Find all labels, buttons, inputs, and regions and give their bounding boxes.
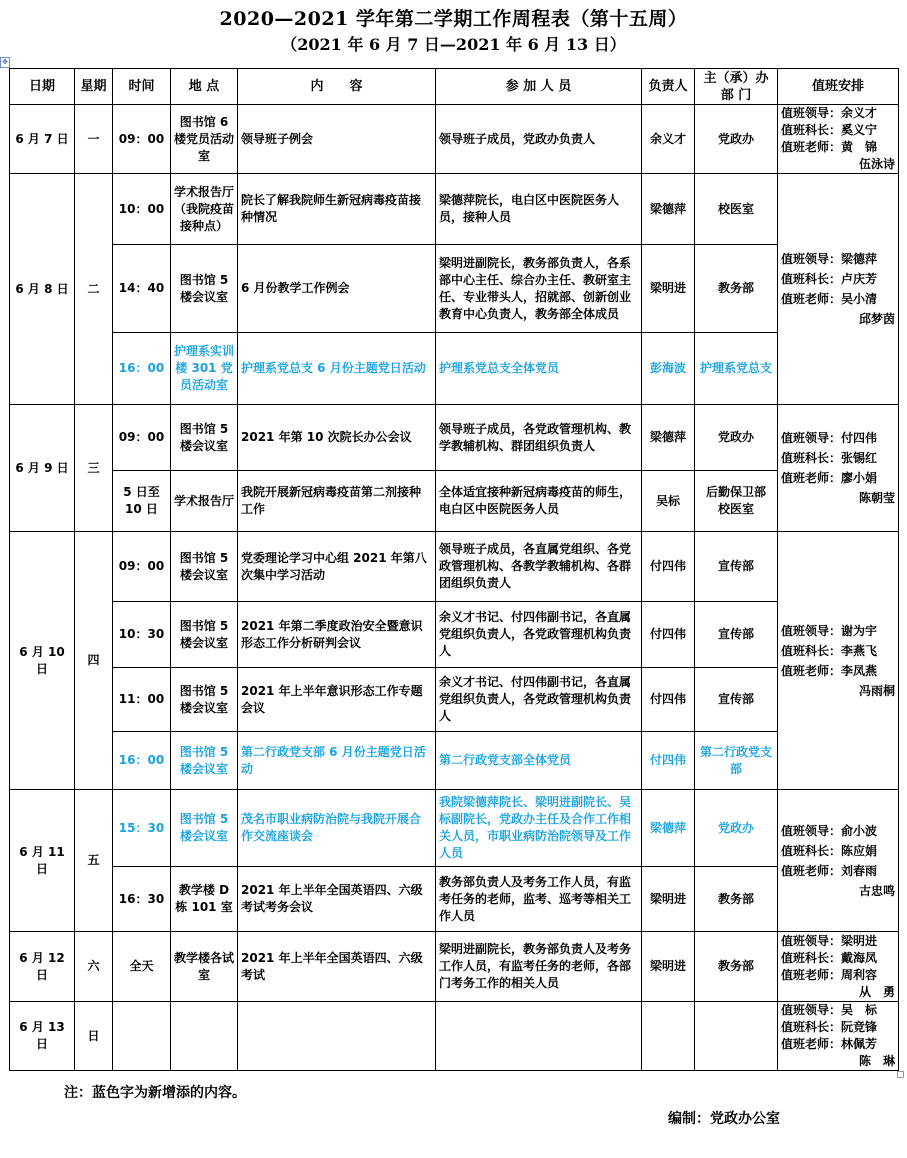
table-row-new <box>10 333 899 405</box>
content-cell <box>238 1002 436 1071</box>
time-cell: 14：40 <box>113 245 171 333</box>
time-cell: 10：30 <box>113 602 171 668</box>
place-cell: 图书馆 5 楼会议室 <box>171 732 238 790</box>
content-cell: 2021 年上半年全国英语四、六级考试考务会议 <box>238 867 436 932</box>
weekday-cell: 三 <box>75 405 113 532</box>
place-cell: 图书馆 5 楼会议室 <box>171 668 238 732</box>
table-row <box>10 532 899 602</box>
col-header-participants: 参 加 人 员 <box>436 69 642 105</box>
place-cell: 图书馆 6 楼党员活动室 <box>171 105 238 174</box>
duty-cell <box>778 174 899 405</box>
paragraph-end-mark-icon <box>897 1071 904 1078</box>
table-row <box>10 867 899 932</box>
dept-cell: 党政办 <box>695 105 778 174</box>
owner-cell: 余义才 <box>642 105 695 174</box>
duty-leader: 值班领导：吴 标 <box>781 1003 878 1017</box>
time-cell: 11：00 <box>113 668 171 732</box>
header-row <box>10 69 899 105</box>
weekday-cell: 六 <box>75 932 113 1002</box>
col-header-dept: 主（承）办部 门 <box>695 69 778 105</box>
time-cell: 15：30 <box>113 790 171 867</box>
date-cell: 6 月 11 日 <box>10 790 75 932</box>
duty-chief: 值班科长：阮竞锋 <box>781 1020 878 1034</box>
dept-cell <box>695 1002 778 1071</box>
time-cell: 09：00 <box>113 405 171 471</box>
owner-cell: 梁明进 <box>642 932 695 1002</box>
duty-leader: 值班领导：谢为宇 <box>781 623 878 638</box>
weekday-cell: 二 <box>75 174 113 405</box>
place-cell: 图书馆 5 楼会议室 <box>171 245 238 333</box>
owner-cell: 付四伟 <box>642 732 695 790</box>
content-cell: 2021 年第 10 次院长办公会议 <box>238 405 436 471</box>
time-cell: 10：00 <box>113 174 171 245</box>
duty-teacher-2: 陈朝莹 <box>858 491 895 505</box>
duty-teacher: 值班老师：廖小娟 <box>781 471 878 485</box>
weekday-cell: 五 <box>75 790 113 932</box>
date-cell: 6 月 9 日 <box>10 405 75 532</box>
place-cell: 护理系实训楼 301 党员活动室 <box>171 333 238 405</box>
dept-cell: 校医室 <box>695 174 778 245</box>
place-cell: 学术报告厅 <box>171 471 238 532</box>
owner-cell <box>642 1002 695 1071</box>
duty-cell <box>778 932 899 1002</box>
time-cell: 5 日至 10 日 <box>113 471 171 532</box>
duty-chief: 值班科长：陈应娟 <box>781 843 878 858</box>
duty-teacher: 值班老师：刘春雨 <box>781 863 878 878</box>
duty-teacher: 值班老师：吴小清 <box>781 292 878 306</box>
table-row <box>10 405 899 471</box>
time-cell: 09：00 <box>113 105 171 174</box>
content-cell: 6 月份教学工作例会 <box>238 245 436 333</box>
page-subtitle: （2021 年 6 月 7 日—2021 年 6 月 13 日） <box>281 35 626 54</box>
participants-cell: 领导班子成员，各党政管理机构、教学教辅机构、群团组织负责人 <box>436 405 642 471</box>
owner-cell: 吴标 <box>642 471 695 532</box>
owner-cell: 梁德萍 <box>642 174 695 245</box>
time-cell: 16：30 <box>113 867 171 932</box>
duty-teacher: 值班老师：林佩芳 <box>781 1037 878 1051</box>
table-row <box>10 932 899 1002</box>
time-cell: 16：00 <box>113 333 171 405</box>
duty-teacher-2: 伍泳诗 <box>858 157 895 171</box>
owner-cell: 付四伟 <box>642 532 695 602</box>
participants-cell: 梁明进副院长，教务部负责人，各系部中心主任、综合办主任、教研室主任、专业带头人，招就部、创新创业教育中心负责人，教务部全体成员 <box>436 245 642 333</box>
table-row <box>10 471 899 532</box>
table-row-new <box>10 732 899 790</box>
footer-note: 注：蓝色字为新增添的内容。 <box>64 1085 246 1101</box>
weekday-cell: 日 <box>75 1002 113 1071</box>
duty-cell <box>778 105 899 174</box>
date-cell: 6 月 13 日 <box>10 1002 75 1071</box>
page-title: 2020—2021 学年第二学期工作周程表（第十五周） <box>219 8 688 30</box>
content-cell: 2021 年第二季度政治安全暨意识形态工作分析研判会议 <box>238 602 436 668</box>
place-cell: 图书馆 5 楼会议室 <box>171 602 238 668</box>
col-header-content: 内 容 <box>238 69 436 105</box>
duty-leader: 值班领导：俞小波 <box>781 823 878 838</box>
place-cell <box>171 1002 238 1071</box>
dept-cell: 第二行政党支部 <box>695 732 778 790</box>
weekday-cell: 一 <box>75 105 113 174</box>
duty-teacher-2: 从 勇 <box>858 984 895 999</box>
place-cell: 图书馆 5 楼会议室 <box>171 532 238 602</box>
participants-cell: 梁德萍院长，电白区中医院医务人员，接种人员 <box>436 174 642 245</box>
dept-cell: 后勤保卫部 校医室 <box>695 471 778 532</box>
date-cell: 6 月 10 日 <box>10 532 75 790</box>
duty-teacher: 值班老师：黄 锦 <box>781 140 878 154</box>
owner-cell: 梁明进 <box>642 245 695 333</box>
date-cell: 6 月 7 日 <box>10 105 75 174</box>
time-cell <box>113 1002 171 1071</box>
schedule-table <box>9 68 899 1071</box>
duty-teacher-2: 冯雨桐 <box>858 683 895 698</box>
participants-cell: 梁明进副院长，教务部负责人及考务工作人员，有监考任务的老师，各部门考务工作的相关人员 <box>436 932 642 1002</box>
move-handle-icon[interactable]: ✥ <box>0 57 10 68</box>
dept-cell: 党政办 <box>695 790 778 867</box>
content-cell: 2021 年上半年全国英语四、六级考试 <box>238 932 436 1002</box>
table-row <box>10 105 899 174</box>
owner-cell: 彭海波 <box>642 333 695 405</box>
content-cell: 2021 年上半年意识形态工作专题会议 <box>238 668 436 732</box>
duty-teacher: 值班老师：李凤燕 <box>781 663 878 678</box>
duty-chief: 值班科长：张锡红 <box>781 451 878 465</box>
duty-leader: 值班领导：余义才 <box>781 106 878 120</box>
dept-cell: 宣传部 <box>695 602 778 668</box>
place-cell: 教学楼各试室 <box>171 932 238 1002</box>
content-cell: 我院开展新冠病毒疫苗第二剂接种工作 <box>238 471 436 532</box>
content-cell: 茂名市职业病防治院与我院开展合作交流座谈会 <box>238 790 436 867</box>
table-row <box>10 1002 899 1071</box>
col-header-owner: 负责人 <box>642 69 695 105</box>
time-cell: 16：00 <box>113 732 171 790</box>
participants-cell: 我院梁德萍院长、梁明进副院长、吴标副院长，党政办主任及合作工作相关人员，市职业病防治院领导及工作人员 <box>436 790 642 867</box>
col-header-weekday: 星期 <box>75 69 113 105</box>
col-header-place: 地 点 <box>171 69 238 105</box>
table-row <box>10 602 899 668</box>
content-cell: 护理系党总支 6 月份主题党日活动 <box>238 333 436 405</box>
dept-cell: 护理系党总支 <box>695 333 778 405</box>
duty-teacher-2: 古忠鸣 <box>858 883 895 898</box>
owner-cell: 付四伟 <box>642 602 695 668</box>
dept-cell: 教务部 <box>695 932 778 1002</box>
place-cell: 图书馆 5 楼会议室 <box>171 405 238 471</box>
duty-leader: 值班领导：梁明进 <box>781 933 878 948</box>
time-cell: 全天 <box>113 932 171 1002</box>
duty-cell <box>778 532 899 790</box>
duty-chief: 值班科长：奚义宁 <box>781 123 878 137</box>
table-row-new <box>10 790 899 867</box>
dept-cell: 教务部 <box>695 245 778 333</box>
dept-cell: 教务部 <box>695 867 778 932</box>
footer-editor: 编制：党政办公室 <box>668 1111 780 1127</box>
owner-cell: 梁德萍 <box>642 405 695 471</box>
weekday-cell: 四 <box>75 532 113 790</box>
dept-cell: 宣传部 <box>695 532 778 602</box>
col-header-duty: 值班安排 <box>778 69 899 105</box>
participants-cell: 教务部负责人及考务工作人员，有监考任务的老师，监考、巡考等相关工作人员 <box>436 867 642 932</box>
table-row <box>10 245 899 333</box>
duty-cell <box>778 790 899 932</box>
participants-cell <box>436 1002 642 1071</box>
duty-teacher: 值班老师：周利容 <box>781 967 878 982</box>
place-cell: 学术报告厅（我院疫苗接种点） <box>171 174 238 245</box>
place-cell: 教学楼 D 栋 101 室 <box>171 867 238 932</box>
table-row <box>10 174 899 245</box>
table-row <box>10 668 899 732</box>
participants-cell: 第二行政党支部全体党员 <box>436 732 642 790</box>
duty-teacher-2: 邱梦茵 <box>858 312 895 326</box>
duty-leader: 值班领导：付四伟 <box>781 431 878 445</box>
duty-chief: 值班科长：李燕飞 <box>781 643 878 658</box>
participants-cell: 领导班子成员，党政办负责人 <box>436 105 642 174</box>
col-header-time: 时间 <box>113 69 171 105</box>
participants-cell: 护理系党总支全体党员 <box>436 333 642 405</box>
participants-cell: 余义才书记、付四伟副书记，各直属党组织负责人，各党政管理机构负责人 <box>436 668 642 732</box>
dept-cell: 党政办 <box>695 405 778 471</box>
place-cell: 图书馆 5 楼会议室 <box>171 790 238 867</box>
content-cell: 院长了解我院师生新冠病毒疫苗接种情况 <box>238 174 436 245</box>
owner-cell: 梁明进 <box>642 867 695 932</box>
content-cell: 第二行政党支部 6 月份主题党日活动 <box>238 732 436 790</box>
owner-cell: 付四伟 <box>642 668 695 732</box>
col-header-date: 日期 <box>10 69 75 105</box>
duty-leader: 值班领导：梁德萍 <box>781 252 878 266</box>
date-cell: 6 月 12 日 <box>10 932 75 1002</box>
content-cell: 领导班子例会 <box>238 105 436 174</box>
date-cell: 6 月 8 日 <box>10 174 75 405</box>
duty-cell <box>778 405 899 532</box>
duty-chief: 值班科长：戴海凤 <box>781 950 878 965</box>
participants-cell: 余义才书记、付四伟副书记，各直属党组织负责人，各党政管理机构负责人 <box>436 602 642 668</box>
duty-chief: 值班科长：卢庆芳 <box>781 272 878 286</box>
dept-cell: 宣传部 <box>695 668 778 732</box>
duty-teacher-2: 陈 琳 <box>858 1054 895 1068</box>
owner-cell: 梁德萍 <box>642 790 695 867</box>
duty-cell <box>778 1002 899 1071</box>
participants-cell: 全体适宜接种新冠病毒疫苗的师生，电白区中医院医务人员 <box>436 471 642 532</box>
content-cell: 党委理论学习中心组 2021 年第八次集中学习活动 <box>238 532 436 602</box>
participants-cell: 领导班子成员，各直属党组织、各党政管理机构、各教学教辅机构、各群团组织负责人 <box>436 532 642 602</box>
time-cell: 09：00 <box>113 532 171 602</box>
